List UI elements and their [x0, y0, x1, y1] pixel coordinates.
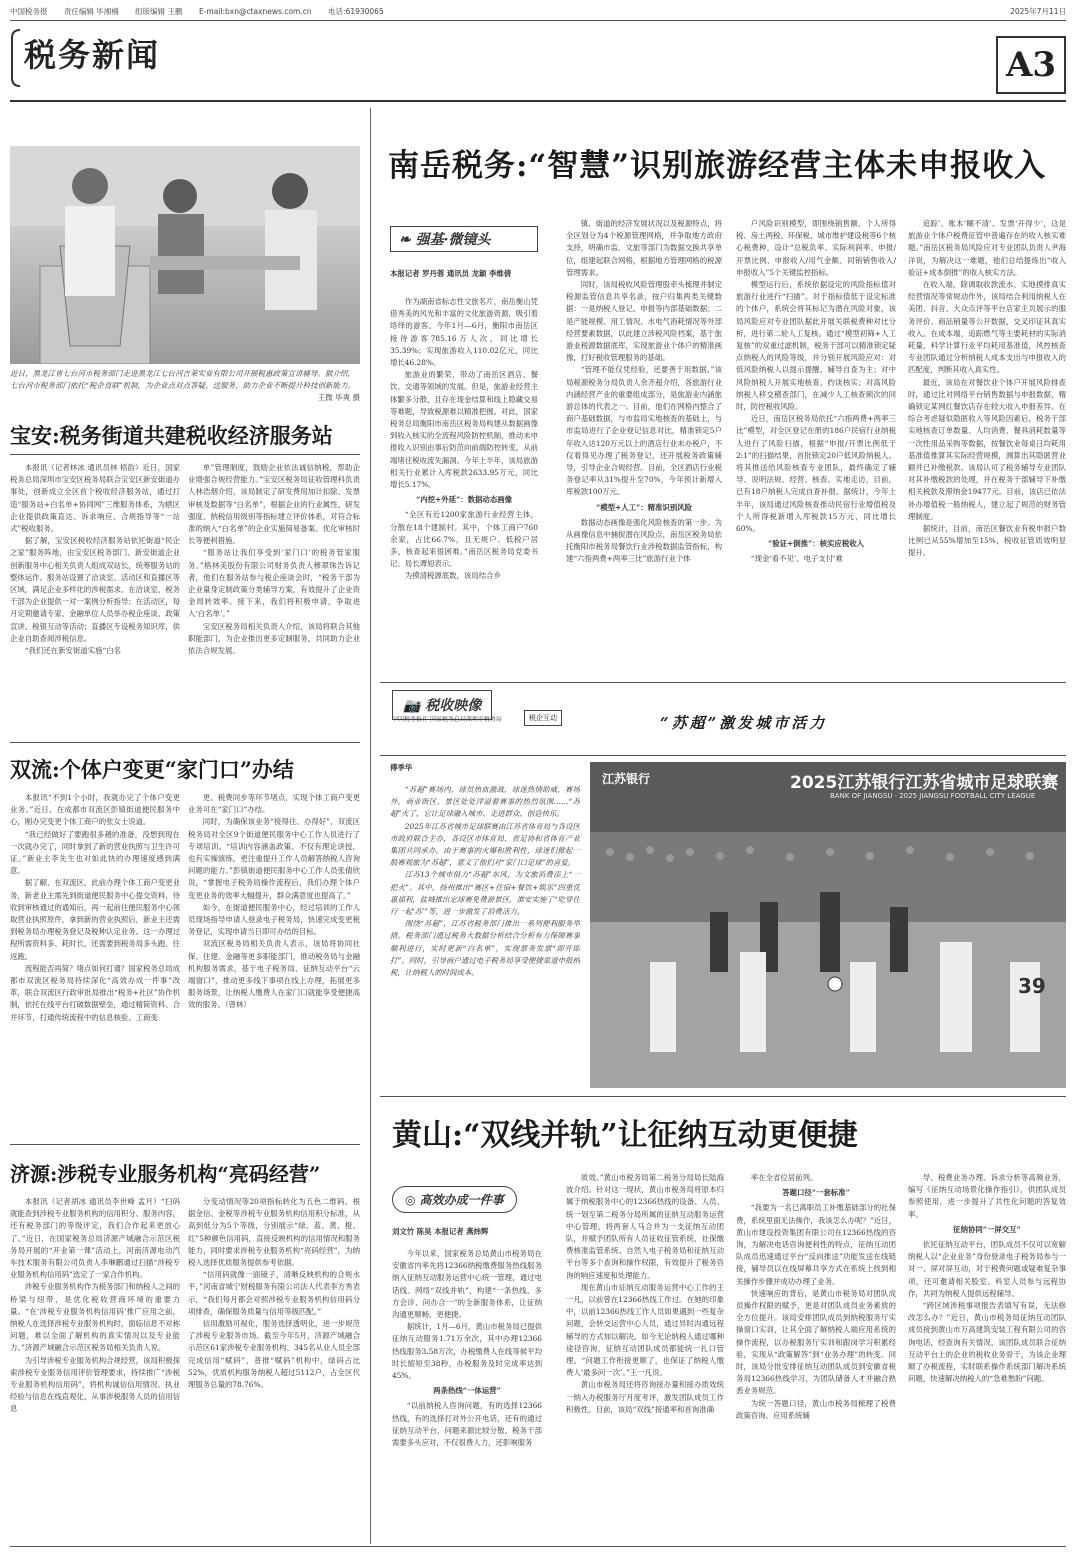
author-text: 傅季华 — [390, 763, 413, 772]
subheading: “模型+人工”：精准识别风险 — [596, 502, 692, 512]
para: 为引导涉税专业服务机构合规经营，该局积极探索涉税专业服务信用评价管理要求，持续推广“涉税专业服务机构信用码”，将机构诚信信用情况、执业经验与信息在线直观化，从事涉税服务人员的信用信息 — [10, 1355, 180, 1414]
issue-date: 2025年7月11日 — [1010, 7, 1066, 16]
byline-huangshan — [392, 1226, 542, 1244]
byline-text: 本报记者 罗丹蓉 通讯员 龙颖 李维倩 — [390, 269, 512, 278]
para: 导、税费业务办理、诉求分析等高频业务，编写《征纳互动场景化操作指引》，供团队成员参照使用，进一步提升了共性化问题的答复效率。 — [908, 1173, 1066, 1219]
para: 如今，在街道便民服务中心，经过培训的工作人员现场指导申请人登录电子税务局，快速完成变更税务登记，实现申请当日即可办结的目标。 — [188, 902, 360, 937]
article-nanyue-col2 — [566, 218, 722, 678]
camera-icon: 📷 — [403, 698, 426, 714]
para: “我要为一名已离职员工补缴基础部分的社保费，系统里面无法操作，我该怎么办呢？”近日，黄山市建设投资集团有限公司在12366热线的咨询，为解决电话咨询便利性的特点，征纳互动团队成员迅速通过平台“反向推送”功能发送在线链接，辅导员以在线屏幕共享方式在系统上找到相关操作步骤并成功办理了业务。 — [736, 1203, 896, 1286]
section-bracket-icon — [10, 28, 22, 88]
column-tag — [390, 226, 538, 252]
para: 更、税费同步等环节堵点，实现个体工商户变更业务可在“家门口”办结。 — [188, 793, 360, 815]
article-shuangliu-col2 — [188, 792, 360, 1138]
photo-caption — [10, 368, 360, 406]
byline-text: 刘文竹 陈昊 本报记者 燕炜辉 — [392, 1227, 489, 1236]
article-baoan-col1 — [10, 462, 180, 738]
para: 据统计，1月—6月，黄山市税务局已提供征纳互动服务1.71万余次，其中办理12366热线服务3.58万次，办税缴费人在线等候平均时长缩短至38秒，办税服务及时完成率达到45%。 — [392, 1322, 542, 1381]
para: 作为湖南省标志性文旅名片，南岳衡山凭借秀美的风光和丰富的文化旅游资源，吸引着络绎的游客。今年1月—6月，衡阳市南岳区接待游客785.16万人次，同比增长35.39%；实现旅游收入110.02亿元，同比增长46.28%。 — [390, 297, 538, 368]
para: 最近，该局在对餐饮业个体户开展风险排查时，通过比对网络平台销售数据与申报数据，精确锁定某网红餐饮店存在较大收入申报差异。在综合考虑疑似隐匿收入等风险因素后，税务干部实地核查订单数量、人均消费、餐具消耗数量等一次性用品采购等数据，按餐饮业每桌日均耗用基准值推算其实际经营规模，测算出其隐匿营业额并已补缴税款。该局认可了税务辅导专业团队对其补缴税款的处理，并在税务干部辅导下补缴相关税款及滞纳金19477元。目前，该店已依法补办增值税一般纳税人，建立起了规范的财务管理制度。 — [908, 377, 1066, 521]
feature-tag-text: 税收映像 — [425, 698, 482, 714]
banner-text: 2025江苏银行江苏省城市足球联赛 — [790, 773, 1059, 793]
article-jiyuan-col2 — [188, 1196, 360, 1540]
phone: 电话:61930065 — [328, 7, 384, 16]
subheading: 答题口径“一套标准” — [782, 1188, 850, 1198]
email: E-mail:bxn@ctaxnews.com.cn — [198, 7, 312, 16]
rule — [10, 742, 360, 743]
para: 快速响应的背后，是黄山市税务局对团队成员操作权限的赋予，更是对团队成员业务素质的全方位提升。该局安排团队成员到纳税服务厅实操窗口实训，让其全面了解纳税人端应用系统的操作流程，以办税服务厅实训和跟岗学习积累经验，实现从“政策解答”到“业务办理”的转变。同时，该局分批安排征纳互动团队成员到安徽省税务局12366热线学习，为团队储备人才并融合熟悉业务规范。 — [736, 1288, 896, 1396]
para: 数据动态画像是强化风险核查的第一步。为从画像信息中捕捉潜在风险点，南岳区税务局依托衡阳市税务局餐饮行业涉税数据监管指标，构建“六指两费+两率三比”旅游行业个体 — [566, 517, 722, 564]
rule — [380, 682, 1066, 683]
rule — [380, 1096, 1066, 1097]
subheading: 两条热线“一体运营” — [433, 1386, 501, 1396]
header-rule — [10, 100, 1066, 102]
tag-text: 高效办成一件事 — [419, 1193, 504, 1207]
para: 现在黄山市征纳互动服务运营中心工作的王一凡，以前曾在12366热线工作过。在她的印象中，以前12366热线工作人员如果遇到一些复杂问题，会转交运营中心人员，通过异时沟通远程辅导的方式加以解决。如今无论纳税人通过哪种途径咨询，征纳互动团队成员都能统一扎口管理。“问题工作衔接更顺了，也保证了纳税人缴费人‘最多问一次’。”王一凡说。 — [566, 1282, 724, 1378]
rule — [10, 1144, 360, 1145]
para: 为统一答题口径，黄山市税务局梳理了税费政策咨询、应用系统辅 — [736, 1398, 896, 1420]
para: 本报讯“不到1个小时，我就办完了个体户变更业务。”近日，在成都市双流区彭镇街道便民服务中心，刚办完变更个体工商户的张女士说道。 — [10, 793, 180, 827]
column-tag-huangshan — [392, 1186, 517, 1213]
photo-tax-service — [10, 146, 360, 364]
para: 依托征纳互动平台，团队成员不仅可以宽解纳税人以“企业业务”身份登录电子税务局参与一对一、屏对屏互动，对于税费问题或疑难复杂事项，还可邀请相关股室、科室人员参与远程协作，共同为纳税人提供远程辅导。 — [908, 1240, 1066, 1298]
para: 流程能否再简？堵点如何打通？国家税务总局成都市双流区税务局持续深化“高效办成一件事”改革，联合双流区行政审批局推出“税务+社区”协作机制，依托在线平台打破数据壁垒，通过精简资料、合并环节，打通传统流程中的信息核验、工商变 — [10, 963, 180, 1022]
para: 据了解，在双流区，此前办理个体工商户变更业务，新老业主需先到街道便民服务中心提交资料，待收到审核通过的通知后，再一起前往便民服务中心领取营业执照原件，拿到新的营业执照后，新业主还需到税务局办理税务登记及税种认定业务。这一办理过程所需资料多、耗时长，还需要到税务局多头跑、往返跑。 — [10, 878, 180, 961]
article-huangshan-col3 — [736, 1172, 896, 1540]
top-rule — [10, 20, 1066, 21]
feature-title: “苏超”激发城市活力 — [660, 714, 828, 732]
bank-logo-text: 江苏银行 — [602, 772, 651, 786]
para: 信用激励可视化，服务选择透明化，进一步规范了涉税专业服务市场。截至今年5月，济源产城融合示范区61家涉税专业服务机构、345名从业人员全部完成信用“赋码”，普推“赋码”机构中，绿码占比52%，优质机构服务纳税人超过5112户，占全区代理服务总量的78.76%。 — [188, 1319, 360, 1390]
para: 率在全省位居前列。 — [750, 1173, 818, 1182]
subheading: “内挖+外延”：数据动态画像 — [416, 495, 512, 505]
para: 为摸清税源底数，该局结合乡 — [404, 571, 501, 581]
headline-baoan: 宝安:税务街道共建税收经济服务站 — [10, 423, 333, 448]
tag-text: 强基·微镜头 — [415, 232, 491, 248]
para: 据统计，目前，南岳区餐饮业有税申报户数比例已从55%增加至15%，税收征管质效明显提升。 — [908, 524, 1066, 558]
page-number: A3 — [996, 36, 1066, 94]
para: 在收入端，除调取收款流水、实地摸排真实经营情况等常规动作外，该局结合利用纳税人在美团、抖音、大众点评等平台店家主页展示的服务评价、商品销量等公开数据，交叉印证其真实收入。在成本端，追踪燃气等主要耗材的实际消耗量，科学计算行业平均耗用基准值，风控核查专业团队通过分析纳税人成本支出与申报收入的匹配度，判断其收入真实性。 — [908, 280, 1066, 375]
feature-author — [390, 762, 580, 780]
para: 涉税专业服务机构作为税务部门和纳税人之间的桥梁与纽带，是优化税收营商环境的重要力量。“在‘涉税专业服务机构信用码’推广应用之前，纳税人在选择涉税专业服务机构时，面临信息不对称问题，难以全面了解机构的真实情况以及专业能力。”济源产城融合示范区税务局相关负责人说。 — [10, 1282, 180, 1353]
para: “服务站让我们享受到‘家门口’的税务管家服务。”格林美股份有限公司财务负责人穆翠珠告诉记者，他们在服务站参与税企座谈会时，“税务干部为企业量身定制政策分类辅导方案，有效提升了企业资金周转效率。接下来，我们将积极申请，争取进入‘白名单’。” — [188, 548, 360, 619]
para: 模型运行后，系统依据设定的风险指标值对旅游行业进行“扫描”。对于指标值低于设定标准的个体户，系统会将其标记为潜在风险对象，该局风险应对专业团队据此开展关联税费种对比分析，进行第二轮人工复核。通过“模型初筛+人工复核”的双重过滤机制，税务干部可以精准锁定疑点纳税人的风险等级，并分别开展风险应对：对低风险纳税人以提示提醒、辅导自查为主；对中风险纳税人开展实地核查、约谈核实；对高风险纳税人移交稽查部门，在减少人工核查频次的同时，防控税收风险。 — [736, 280, 896, 412]
rule — [380, 755, 1066, 756]
para: 单”管理制度，鼓励企业依法诚信纳税，帮助企业增强合规经营能力。”宝安区税务局征收管理科负责人林浩烟介绍，该局制定了研发费用加计扣除、发票审核及数据等“白名单”，根据企业的行业属性、研发强度、纳税信用级别等指标建立评价体系，对符合标准的纳入“白名单”的企业实施简易备案、优化审核时长等便利措施。 — [188, 463, 360, 546]
column-divider — [370, 108, 371, 1544]
editor: 责任编辑 毕湘楠 — [63, 7, 119, 16]
para: 本报讯（记者林冰 通讯员林 梧韵）近日，国家税务总局深圳市宝安区税务局联合宝安区新安街道办事处，创新成立全区首个税收经济服务站，通过打造“服务站+白名单+协同网”三维服务体系，为辖区企业提供政策直达、诉求响应、合规指导等“一站式”税收服务。 — [10, 463, 180, 534]
banner-subtext: BANK OF JIANGSU · 2025 JIANGSU FOOTBALL CITY LEAGUE — [830, 792, 1036, 800]
caption-text: 近日，黑龙江省七台河市税务部门走进黑龙江七台河吉莱实业有限公司开展税惠政策宣讲辅导。据介绍，七台河市税务部门依托“税企直联”机制，为企业点对点答疑、送服务，助力企业不断提升科技创新能力。 — [10, 369, 356, 390]
para: 2025年江苏省城市足球联赛由江苏省体育局与各设区市政府联合主办，各设区市体育局、省足协和省体育产业集团共同承办。由于赛事的火爆和胜利性，球迷们掀起一股赛观旅为“苏超”，意义了他们对“家门口足球”的喜爱。 — [390, 821, 580, 868]
para: 同时，为确保该业务“接得住、办得好”，双流区税务局对全区9个街道便民服务中心工作人员进行了专项培训。“培训内容涵盖政策、不仅有理论讲授，也有实操演练，更注重提升工作人员解答纳税人咨询问题的能力。”彭镇街道便民服务中心工作人员张倩欣说，“掌握电子税务局操作流程后，我们办理个体户变更业务的效率大幅提升，群众满意度也提高了。” — [188, 817, 360, 900]
para: “跨区域涉税事项报告表填写有误，无法修改怎么办？”近日，黄山市税务局征纳互动团队成员接到黄山市万高建筑安装工程有限公司的咨询电话，经查询有关情况，该团队成员联合征纳互动平台上的企业的税收业务骨干，为该企业理顺了办税流程，实时联系操作系统部门解决系统问题，快速解决纳税人的“急难愁盼”问题。 — [908, 1301, 1066, 1384]
subheading: 征纳协同“一屏交互” — [953, 1224, 1021, 1234]
para: “信用码就像一面镜子，清晰反映机构的合规水平，”河南省城宁财税服务有限公司法人代表李方秀表示，“我们每月都会对照涉税专业服务机构信用码分项排查，确保服务质量与信用等级匹配。” — [188, 1270, 360, 1316]
para: 围绕“苏超”，江苏省税务部门推出一系列便利服务举措。税务部门通过税务大数据分析结合分析有力保障赛事顺利进行，实时更新“白名单”，实现票务发票“即开即打”。同时，引导商户通过电子税务局享受便捷渠道申报纳税，让纳税人的时间成本。 — [390, 919, 580, 978]
article-baoan-col2 — [188, 462, 360, 738]
article-nanyue-col1 — [390, 296, 538, 676]
article-nanyue-col3 — [736, 218, 896, 678]
para: “现金‘看不见’、电子支付‘难 — [750, 554, 843, 564]
section-title: 税务新闻 — [24, 36, 161, 74]
para: 江苏13个城市借力“苏超”东风，为文旅消费添上“一把火”。其中，扬州推出“赛区+住宿+餐饮+娱乐”四重优惠福利，盐城推出定球赛免费游景区，淮安实施了“吃穿住行一起‘苏’”等，进一步激发了消费活力。 — [390, 870, 580, 917]
para: “苏超”赛场内，球员热血激战，球迷热情助威，赛场外，商业街区、景区处处洋溢着赛事的热烈氛围……“苏超”火了，它让足球融入城市、走进群众、创造快乐。 — [390, 785, 580, 819]
subtitle-text: 中国税务报社 国家税务总局深圳市税务局 — [392, 716, 502, 723]
swirl-icon: ◎ — [405, 1193, 420, 1207]
bottom-rule — [10, 1546, 1066, 1547]
tax-watermark-badge: 税企互动 — [524, 710, 562, 726]
feature-caption — [390, 784, 580, 1084]
subheading: “验证+倒推”：核实应税收入 — [768, 539, 864, 549]
article-huangshan-col1 — [392, 1248, 542, 1540]
article-huangshan-col2 — [566, 1172, 724, 1540]
masthead-bar — [10, 6, 1066, 20]
headline-nanyue: 南岳税务:“智慧”识别旅游经营主体未申报收入 — [388, 148, 1047, 184]
para: 今年以来，国家税务总局黄山市税务局在安徽省内率先将12366纳税缴费服务热线服务纳入征纳互动服务运营中心统一管理，通过电话线、网络“双线并轨”，构建“一条热线、多方会诊、问办合一”的全新服务体系，让征纳沟通更顺畅、更便捷。 — [392, 1249, 542, 1320]
photo-credit: 王微 毕爽 摄 — [317, 393, 360, 402]
leaf-icon: ❧ — [399, 232, 416, 248]
rule — [10, 454, 360, 455]
para: 户风险识别模型，即围绕销售额、个人所得税、房土两税、环保税、城市维护建设税等6个核心税费种，设计“总税负率、实际利润率、申报/开票比例、申报收入/用气金额、同销销售收入/申报收入”5个关键监控指标。 — [736, 219, 896, 277]
para: “以前纳税人咨询问题，有的选择12366热线，有的选择打对外公开电话，还有的通过征纳互动平台，问题来源比较分散。税务干部需要多头应对，不仅很费人力，还影响服务 — [392, 1401, 542, 1448]
para: 黄山市税务局还将咨询接办量和接办质效统一纳入办税服务厅月度考评，激发团队成员工作积极性。目前，该局“双线”接通率和首询准确 — [566, 1380, 724, 1414]
headline-huangshan: 黄山:“双线并轨”让征纳互动更便捷 — [392, 1118, 858, 1153]
headline-shuangliu: 双流:个体户变更“家门口”办结 — [10, 757, 294, 782]
para: 追踪’、账本‘糊不清’、发票‘开得少’，这是旅游业个体户税费征管中普遍存在的收入核实难题。”南岳区税务局风险应对专业团队负责人尹海洋说，为解决这一难题，他们总结提炼出“收入验证+成本倒推”的收入核实方法。 — [908, 219, 1066, 277]
article-nanyue-col4 — [908, 218, 1066, 678]
jersey-number: 39 — [1018, 974, 1046, 998]
para: 旅游业的繁荣，带动了南岳区酒店、餐饮、交通等领域的发展。但是，旅游业经营主体繁多分散，且存在现金结算和线上隐藏交易等难题，导致税源难以精准把握。对此，国家税务总局衡阳市南岳区税务局构建从数据画像到收入核实的全流程风险防控机制，推动未申报收入识别由事后防范向前端防控转变，从前端堵住税收流失漏洞。今年上半年，该局旅游相关行业累计入库税款2633.95万元，同比增长5.17%。 — [390, 370, 538, 490]
para: 近日，南岳区税务局依托“六指两费+两率三比”模型，对全区登记在册的186户民宿行业纳税人进行了风险扫描，根据“申报/开票比例低于2:1”的扫描结果，首批锁定20户低风险纳税人。将其推送给风险核查专业团队，最终确定了辅导、说明法规、经营、核查、实地走访，目前，已有18户纳税人完成自查补报。据统计，今年上半年，该局通过风险核查推动民宿行业增值税及个人所得税新增入库税款15万元，同比增长60%。 — [736, 414, 896, 534]
para: 分变动情况等20项指标转化为五色二维码。根据金信、金税等涉税专业服务机构信用积分标准，从高到低分为5个等级，分别展示“绿、蓝、黄、橙、红”5种颜色信用码，直接反映机构的信用情况和服务能力，同时要求涉税专业服务机构“亮码经营”，为纳税人选择优质服务提供参考依据。 — [188, 1197, 360, 1268]
para: 质效。”黄山市税务局第二税务分局局长陆海波介绍。针对这一现状，黄山市税务局将原本归属于纳税服务中心的12366热线的设备、人员、统一划至第二税务分局所属的征纳互动服务运营中心管理，将两套人马合并为一支征纳互动团队，并赋予团队所有人员征收征管系统、社保缴费核准监管系统、自然人电子税务局和征纳互动平台等多个查询和操作权限，有效提升了税务咨询的响应速度和处理能力。 — [566, 1173, 724, 1280]
para: 双流区税务局相关负责人表示，该局将协同社保、住建、金融等更多职能部门，推动税务局与金融机构服务需求，基于电子税务局、征纳互动平台“云端窗口”，推动更多线下事项在线上办理，拓展更多服务场景，让纳税人缴费人在家门口就能享受便捷高效的服务。（曾林） — [188, 939, 360, 1010]
byline-nanyue — [390, 268, 538, 290]
para: “全区有近1200家旅游行业经营主体，分散在18个建制村。其中，个体工商户760余家，占比66.7%，且无规户、低税户居多，核查起来很困难。”南岳区税务局党委书记、局长谭旭表示。 — [390, 510, 538, 569]
para: “管理不能仅凭经验，还要善于用数据。”该局税源税务分局负责人余齐超介绍，各旅游行业内涵经营产业的重要组成部分，是旅游业内涵旅游总体的代表之一。目前，他们在网格内整合了商户基础数据，与市监局实地核查的基础上，与市监局进行了企业登记信息对比，精准锁定5户年收入达120万元以上的酒店行业未办税户，不仅看得见办理了税务登记，还开展税务政策辅导，引导企业合规经营。目前，全区酒店行业税务登记率从31%提升至70%，今年预计新增入库税款100万元。 — [566, 365, 722, 497]
layout-editor: 组版编辑 王鹏 — [135, 7, 183, 16]
feature-subtitle — [392, 716, 522, 740]
article-huangshan-col4 — [908, 1172, 1066, 1540]
para: 镇、街道的经济发展状况以及税源特点，将全区划分为4个税源管理网格，并争取地方政府支持，明确市监、文旅等部门为数据交换共享单位，组建起联合网格，根据地方管理网格的税源管理需求。 — [566, 219, 722, 277]
article-jiyuan-col1 — [10, 1196, 180, 1540]
photo-football-match — [590, 762, 1066, 1088]
para: 同时，该局税收风险管理股牵头梳理并制定税源监管信息共享名录，按户归集两类关键数据：一是纳税人登记、申报等内部基础数据；二是产能规模、用工情况、水电气消耗情况等外部经营要素数据，以此建立涉税风险档案，基于旅游业税源数据底库，实现旅游业个体户的精准画像，打好税收管理服务的基础。 — [566, 280, 722, 363]
para: 据了解，宝安区税收经济服务站依托街道“民企之家”服务阵地，由宝安区税务部门、新安街道企业创新服务中心相关负责人组成双站长，统筹服务站的整体运作。服务站设置了洽谈室、活动区和直播区等区域，满足企业多样化的涉税需求。在洽谈室，税务干部为企业提供一对一案例分析指导；在活动区，每月定期邀请专家、金融单位人员举办税企座谈、政策宣讲、税银互动等活动；直播区专设税务知识库，供企业自助查阅涉税信息。 — [10, 536, 180, 643]
para: “我们还在新安街道实施“白名 — [24, 646, 122, 656]
para: “我已经做好了要跑很多趟的准备，没想到现在一次就办完了，同时拿到了新的营业执照与卫生许可证。”新业主李先生也对如此快的办理速度感到满意。 — [10, 829, 180, 876]
headline-jiyuan: 济源:涉税专业服务机构“亮码经营” — [10, 1162, 321, 1186]
para: 宝安区税务局相关负责人介绍，该局将联合其他职能部门，为企业推出更多定制服务，共同助力企业依法合规发展。 — [188, 621, 360, 656]
para: 本报讯（记者胡冰 通讯员李世峰 孟月）“扫码就能查到涉税专业服务机构的信用积分、服务内容，还有税务部门的等级评定，我们合作起来更放心了。”近日，在国家税务总局济源产城融合示范区税务局开展的“开业第一课”活动上，河南济源电动汽车技术服务有限公司负责人李琳鹏通过扫描“涉税专业服务机构信用码”选定了一家合作机构。 — [10, 1197, 180, 1280]
article-shuangliu-col1 — [10, 792, 180, 1138]
paper-name: 中国税务报 — [10, 7, 48, 16]
